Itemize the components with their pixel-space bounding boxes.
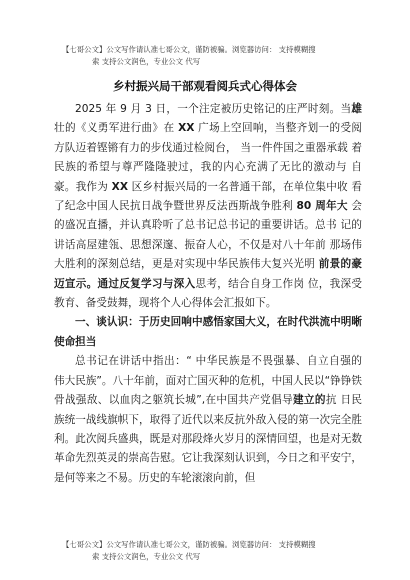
intro-text-2: 壮的《义勇军进行曲》在 (54, 122, 179, 135)
intro-bold-4: 80 周年大 (296, 200, 348, 213)
section1-bold-1: 建立的 (292, 394, 326, 407)
intro-text-3: 广场上空回响，当整齐划一的受阅 方队迈着铿锵有力的步伐通过检阅台， 当一件件国之重器承载 着民族的希望与尊严隆隆驶过，我的内心充满了无比的激动与 自豪。我作为 (54, 122, 362, 193)
paragraph-intro (54, 100, 362, 313)
document-body (54, 100, 362, 488)
intro-bold-5: 前景的豪迈宣示。通过反复学习与深入 (54, 258, 362, 290)
footer-banner-line-2: 索 支持公文润色，专业公文 代写 (92, 552, 201, 561)
intro-text-6: 思考，结合自身工作岗 位，我深受教育、备受鼓舞，现将个人心得体会汇报如下。 (54, 277, 362, 310)
intro-bold-3: XX (111, 180, 128, 193)
paragraph-section-1 (54, 352, 362, 488)
intro-bold-2: XX (178, 122, 195, 135)
intro-bold-1: 雄 (351, 103, 362, 115)
header-banner-line-1: 【七哥公文】公文写作请认准七哥公文，谨防被骗。浏览器访问： 支持模糊搜 (62, 45, 316, 54)
header-banner-line-2: 索 支持公文润色，专业公文 代写 (92, 57, 201, 66)
intro-text-5: 会的盛况直播，并认真聆听了总书记总书记的重要讲话。总书 记的讲话高屋建瓴、思想深邃、振奋人心，不仅是对八十年前 那场伟大胜利的深刻总结，更是对实现中华民族伟大复兴光明 (54, 200, 362, 271)
section-heading-1: 一、谈认识：于历史回响中感悟家国大义，在时代洪流中明晰使命担当 (54, 316, 362, 348)
footer-banner-line-1: 【七哥公文】公文写作请认准七哥公文，谨防被骗。浏览器访问： 支持模糊搜 (62, 540, 316, 549)
footer-watermark-banner (62, 539, 382, 563)
intro-text-4: 区乡村振兴局的一名普通干部，在单位集中收 看了纪念中国人民抗日战争暨世界反法西斯战争胜利 (54, 180, 363, 213)
section1-text-1: 总书记在讲话中指出：“ 中华民族是不畏强暴、自立自强的 伟大民族”。八十年前，面对亡国灭种的危机，中国人民以“铮铮铁骨战强敌、以血肉之躯筑长城”,在中国共产党倡导 (54, 355, 362, 407)
document-title: 乡村振兴局干部观看阅兵式心得体会 (113, 79, 297, 93)
header-watermark-banner (62, 44, 382, 68)
intro-text-1: 2025 年 9 月 3 日，一个注定被历史铭记的庄严时刻。当 (75, 103, 352, 115)
section1-text-2: 抗 日民族统一战线旗帜下，取得了近代以来反抗外敌入侵的第一次完全胜利。此次阅兵盛典，既是对那段烽火岁月的深情回望，也是对无数革命先烈英灵的崇高告慰。它让我深刻认识到，今日之和平安宁，是何等来之不易。历史的车轮滚滚向前，但 (54, 394, 363, 484)
